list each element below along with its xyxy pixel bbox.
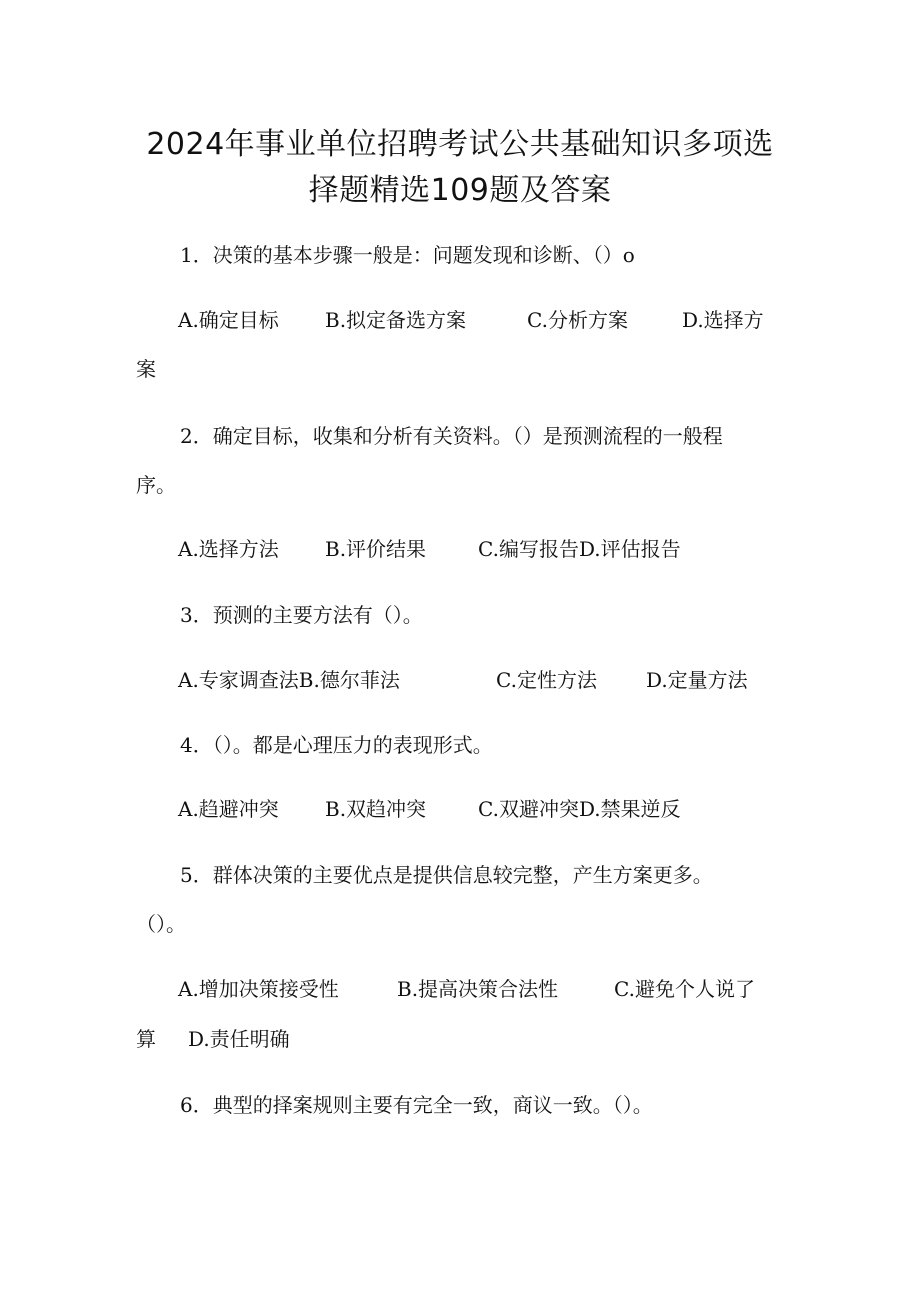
document-title-line-1: 2024年事业单位招聘考试公共基础知识多项选	[146, 127, 774, 162]
document-title-line-2: 择题精选109题及答案	[308, 173, 612, 208]
question-1-stem: 1．决策的基本步骤一般是：问题发现和诊断、（）o	[180, 243, 635, 267]
question-4-option-cd: C.双避冲突D.禁果逆反	[478, 797, 681, 821]
question-3-option-d: D.定量方法	[646, 668, 748, 692]
question-5-option-b: B.提高决策合法性	[397, 977, 559, 1001]
question-2-option-a: A.选择方法	[178, 537, 279, 561]
question-2-stem-wrap: 序。	[136, 473, 176, 497]
question-1-option-d-wrap: 案	[136, 357, 156, 381]
question-5-option-c-wrap: 算	[136, 1027, 156, 1051]
question-3-option-ab: A.专家调查法B.德尔菲法	[178, 668, 400, 692]
question-5-option-c: C.避免个人说了	[614, 977, 755, 1001]
question-6-stem: 6．典型的择案规则主要有完全一致，商议一致。（）。	[180, 1093, 653, 1117]
question-4-option-a: A.趋避冲突	[178, 797, 279, 821]
question-3-stem: 3．预测的主要方法有（）。	[180, 603, 423, 627]
question-4-option-b: B.双趋冲突	[325, 797, 427, 821]
question-2-stem: 2．确定目标，收集和分析有关资料。（）是预测流程的一般程	[180, 424, 723, 448]
question-4-stem: 4．（）。都是心理压力的表现形式。	[180, 733, 493, 757]
question-3-option-c: C.定性方法	[496, 668, 597, 692]
question-1-option-b: B.拟定备选方案	[325, 308, 467, 332]
question-1-option-a: A.确定目标	[178, 308, 279, 332]
question-2-option-cd: C.编写报告D.评估报告	[478, 537, 681, 561]
question-5-option-d: D.责任明确	[188, 1027, 290, 1051]
question-1-option-c: C.分析方案	[527, 308, 628, 332]
question-5-option-a: A.增加决策接受性	[178, 977, 339, 1001]
question-2-option-b: B.评价结果	[325, 537, 427, 561]
question-5-stem-wrap: （）。	[136, 912, 186, 936]
question-5-stem: 5．群体决策的主要优点是提供信息较完整，产生方案更多。	[180, 863, 713, 887]
question-1-option-d: D.选择方	[682, 308, 764, 332]
